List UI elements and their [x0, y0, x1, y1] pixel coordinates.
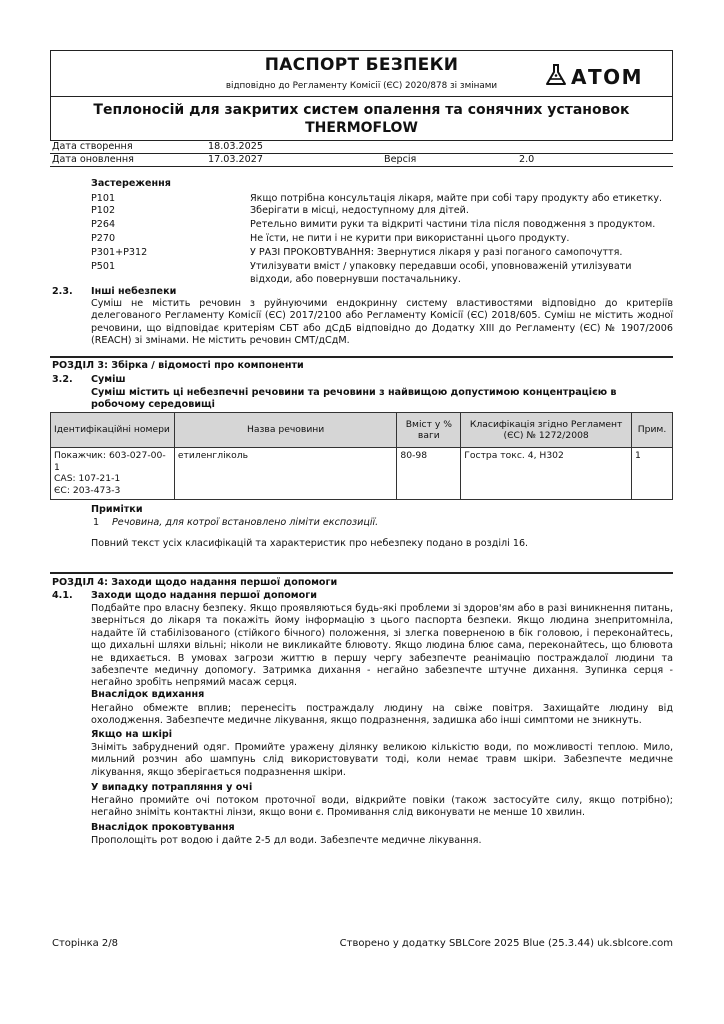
ingestion-text: Прополощіть рот водою і дайте 2-5 дл води. Забезпечте медичне лікування. [91, 835, 482, 846]
section-number: 3.2. [52, 374, 73, 385]
meta-divider [50, 153, 673, 154]
full-text-reference: Повний текст усіх класифікацій та характеристик про небезпеку подано в розділі 16. [91, 538, 529, 549]
other-hazards-heading: Інші небезпеки [91, 286, 177, 297]
column-header: Ідентифікаційні номери [51, 413, 175, 448]
eye-heading: У випадку потрапляння у очі [91, 782, 253, 793]
note-ref: 1 [631, 448, 672, 500]
logo-wordmark: АТОМ [571, 65, 644, 89]
skin-heading: Якщо на шкірі [91, 729, 173, 740]
updated-label: Дата оновлення [52, 154, 134, 165]
section-number: 2.3. [52, 286, 73, 297]
version-label: Версія [384, 154, 417, 165]
note-number: 1 [93, 517, 100, 528]
eye-text: Негайно промийте очі потоком проточної води, відкрийте повіки (також застосуйте силу, якщо потрібно); негайно зніміть контактні лінзи, якщо вони є. Промивання слід виконувати не менше 10 хвилин. [91, 795, 673, 819]
precaution-text: Якщо потрібна консультація лікаря, майте при собі тару продукту або етикетку. [250, 193, 663, 204]
precaution-code: P301+P312 [91, 247, 148, 258]
product-title [50, 97, 673, 141]
precaution-text: У РАЗІ ПРОКОВТУВАННЯ: Звернутися лікаря у разі поганого самопочуття. [250, 247, 623, 258]
precaution-text: Не їсти, не пити і не курити при використанні цього продукту. [250, 233, 570, 244]
components-table [50, 412, 673, 500]
classification: Гостра токс. 4, H302 [461, 448, 632, 500]
section-divider [50, 356, 673, 358]
inhalation-text: Негайно обмежте вплив; перенесіть постраждалу людину на свіже повітря. Захищайте людину від охолодження. Забезпечте медичне лікування, якщо подразнення, задишка або інші симптоми не зникнуть. [91, 703, 673, 727]
substance-name: етиленгліколь [174, 448, 397, 500]
precautions-heading: Застереження [91, 178, 171, 189]
precaution-text: Утилізувати вміст / упаковку передавши особі, уповноваженій утилізувати відходи, або повернувши постачальнику. [250, 261, 632, 285]
section3-title: РОЗДІЛ 3: Збірка / відомості про компоненти [52, 360, 304, 371]
precaution-code: P101 [91, 193, 116, 204]
skin-text: Зніміть забруднений одяг. Промийте уражену ділянку великою кількістю води, по можливості теплою. Мило, мильний розчин або шампунь слід використовувати тоді, коли немає травм шкіри. Забезпечте медичне лікування, якщо зберігається подразнення шкіри. [91, 742, 673, 778]
created-label: Дата створення [52, 141, 133, 152]
precaution-code: P102 [91, 205, 116, 216]
other-hazards-text: Суміш не містить речовин з руйнуючими ендокринну систему властивостями відповідно до критеріїв делегованого Регламенту Комісії (ЄС) 2017/2100 або Регламенту Комісії (ЄС) 2018/605. Суміш не містить жодної речовини, що відповідає критеріям СБТ або дСдБ відповідно до Додатку XIII до Регламенту (ЄС) № 1907/2006 (REACH) зі змінами. Не містить речовин СМТ/дСдМ. [91, 298, 673, 347]
company-logo [544, 64, 674, 90]
product-name-line: Теплоносій для закритих систем опалення та сонячних установок [93, 102, 630, 118]
section-number: 4.1. [52, 590, 73, 601]
section-divider [50, 572, 673, 574]
note-text: Речовина, для котрої встановлено ліміти експозиції. [112, 517, 379, 528]
product-trade-name: THERMOFLOW [305, 120, 418, 136]
precaution-code: P264 [91, 219, 116, 230]
created-date: 18.03.2025 [208, 141, 263, 152]
cas-number: CAS: 107-21-1 [54, 473, 121, 484]
table-header-row [51, 413, 673, 448]
version-value: 2.0 [519, 154, 535, 165]
column-header: Назва речовини [174, 413, 397, 448]
meta-divider [50, 166, 673, 167]
ingestion-heading: Внаслідок проковтування [91, 822, 235, 833]
notes-heading: Примітки [91, 504, 143, 515]
precaution-text: Ретельно вимити руки та відкриті частини тіла після поводження з продуктом. [250, 219, 656, 230]
generator-credit: Створено у додатку SBLCore 2025 Blue (25.3.44) uk.sblcore.com [339, 938, 673, 949]
document-title: ПАСПОРТ БЕЗПЕКИ [264, 55, 459, 75]
identification-cell [51, 448, 175, 500]
table-row [51, 448, 673, 500]
mixture-intro: Суміш містить ці небезпечні речовини та речовини з найвищою допустимою концентрацією в робочому середовищі [91, 387, 617, 410]
precaution-code: P270 [91, 233, 116, 244]
precaution-code: P501 [91, 261, 116, 272]
column-header: Вміст у % ваги [397, 413, 461, 448]
inhalation-heading: Внаслідок вдихання [91, 689, 205, 700]
flask-icon [544, 63, 568, 91]
section4-title: РОЗДІЛ 4: Заходи щодо надання першої допомоги [52, 577, 338, 588]
content-percent: 80-98 [397, 448, 461, 500]
index-number: Покажчик: 603-027-00-1 [54, 450, 166, 473]
first-aid-general: Подбайте про власну безпеку. Якщо проявляються будь-які проблеми зі здоров'ям або в разі виникнення питань, зверніться до лікаря та покажіть йому інформацію з цього паспорта безпеки. Якщо людина знепритомніла, надайте їй стабілізованого (стійкого бічного) положення, зі злегка повернeною в бік головою, і переконайтесь, що дихальні шляхи вільні; ніколи не викликайте блювоту. Якщо людина блює сама, переконайтесь, що блювота не вдихається. В умовах загрози життю в першу чергу забезпечте реанімацію постраждалої людини та забезпечте медичну допомогу. Затримка дихання - негайно забезпечте штучне дихання. Зупинка серця - негайно зробіть непрямий масаж серця. [91, 603, 673, 689]
ec-number: ЄС: 203-473-3 [54, 484, 121, 496]
column-header: Класифікація згідно Регламент (ЄС) № 1272/2008 [461, 413, 632, 448]
updated-date: 17.03.2027 [208, 154, 263, 165]
mixture-heading: Суміш [91, 374, 126, 385]
precaution-text: Зберігати в місці, недоступному для дітей. [250, 205, 469, 216]
first-aid-heading: Заходи щодо надання першої допомоги [91, 590, 317, 601]
page-number: Сторінка 2/8 [52, 938, 119, 949]
document-subtitle: відповідно до Регламенту Комісії (ЄС) 2020/878 зі змінами [225, 81, 498, 91]
column-header: Прим. [631, 413, 672, 448]
